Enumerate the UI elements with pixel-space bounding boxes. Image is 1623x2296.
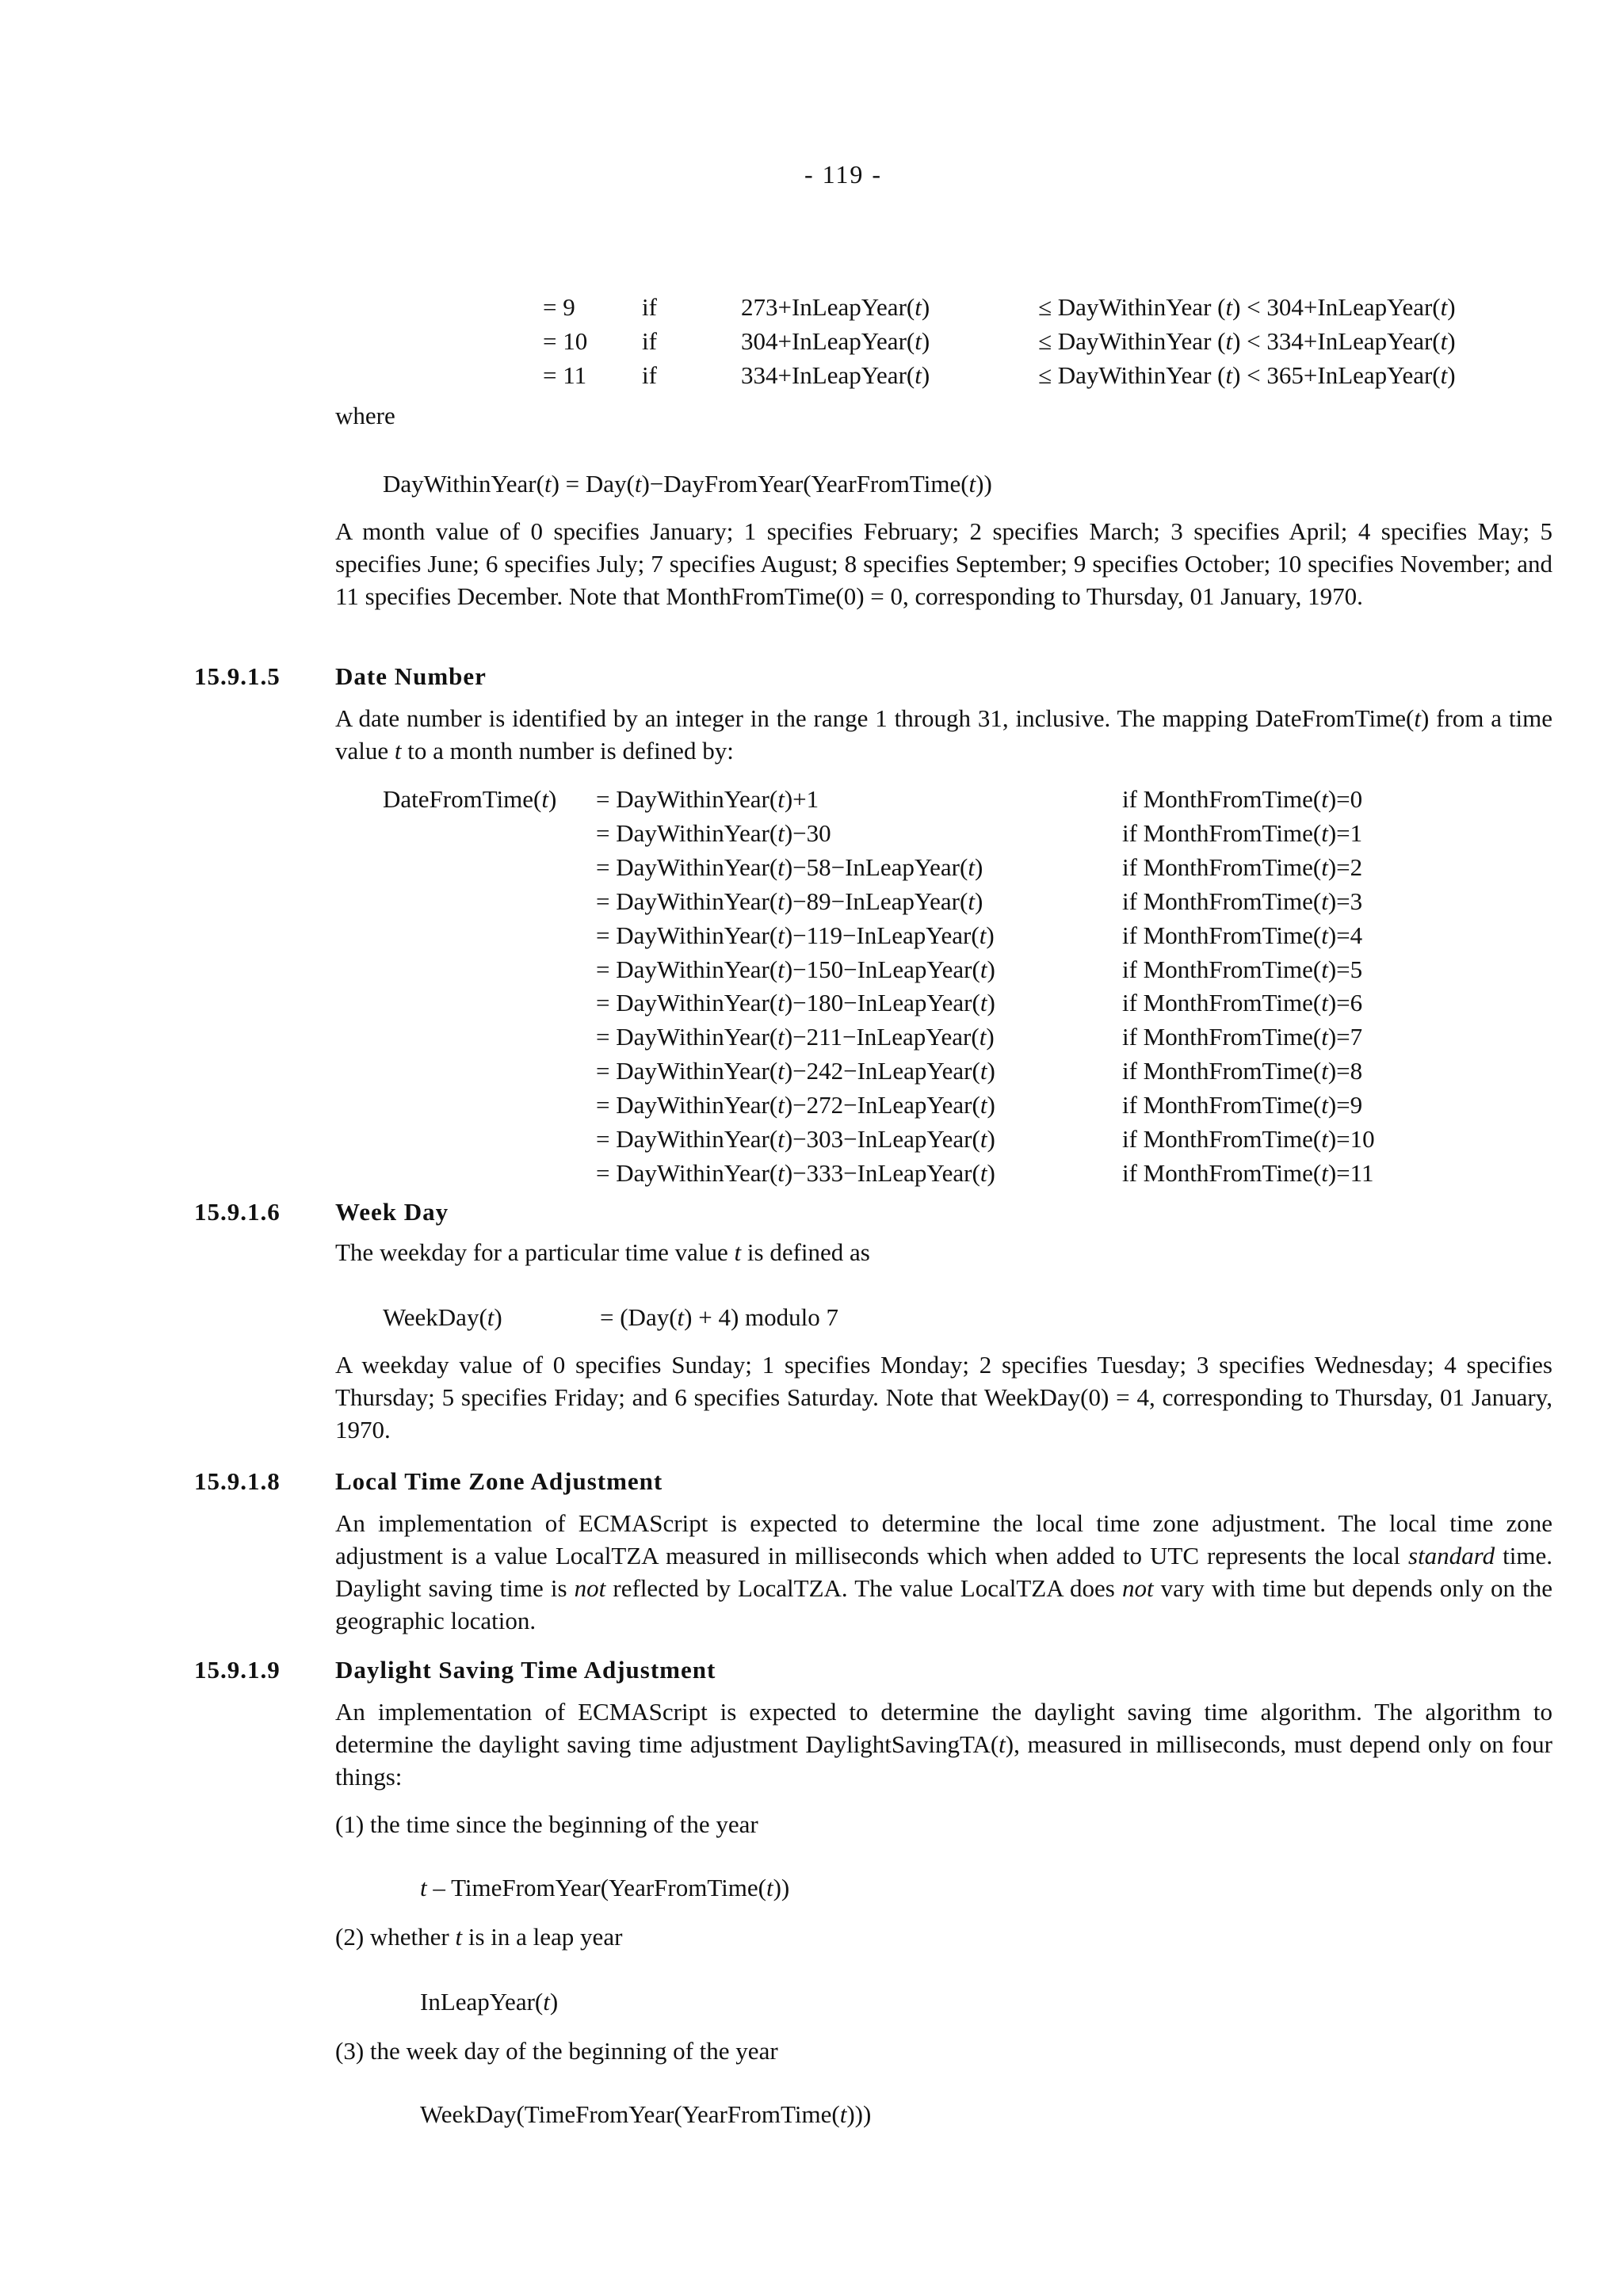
datefromtime-expr: = DayWithinYear(t)−150−InLeapYear(t) bbox=[596, 955, 995, 983]
datefromtime-expr: = DayWithinYear(t)−242−InLeapYear(t) bbox=[596, 1057, 995, 1085]
section-title: Local Time Zone Adjustment bbox=[335, 1467, 663, 1495]
weekday-formula-lhs: WeekDay(t) bbox=[383, 1303, 502, 1331]
dst-formula-1: t – TimeFromYear(YearFromTime(t)) bbox=[420, 1874, 790, 1901]
datefromtime-expr: = DayWithinYear(t)−211−InLeapYear(t) bbox=[596, 1023, 995, 1051]
date-number-intro: A date number is identified by an integer in the range 1 through 31, inclusive. The mapping DateFromTime(t) from a time value t to a month number is defined by: bbox=[335, 704, 1552, 765]
dst-item-2: (2) whether t is in a leap year bbox=[335, 1923, 623, 1951]
month-paragraph: A month value of 0 specifies January; 1 specifies February; 2 specifies March; 3 specifies April; 4 specifies May; 5 specifies June; 6 specifies July; 7 specifies August; 8 specifies September; 9 specifies October; 10 specifies November; and 11 specifies December. Note that MonthFromTime(0) = 0, corresponding to Thursday, 01 January, 1970. bbox=[335, 517, 1552, 610]
month-row-cond: if bbox=[642, 361, 657, 389]
datefromtime-cond: if MonthFromTime(t)=6 bbox=[1122, 989, 1363, 1017]
dst-paragraph: An implementation of ECMAScript is expected to determine the daylight saving time algorithm. The algorithm to determine the daylight saving time adjustment DaylightSavingTA(t), measured in milliseconds, must depend only on four things: bbox=[335, 1698, 1552, 1791]
where-label: where bbox=[335, 402, 395, 429]
section-number: 15.9.1.8 bbox=[194, 1467, 281, 1495]
month-row-lower: 304+InLeapYear(t) bbox=[741, 327, 930, 355]
datefromtime-expr: = DayWithinYear(t)−333−InLeapYear(t) bbox=[596, 1158, 995, 1187]
datefromtime-cond: if MonthFromTime(t)=4 bbox=[1122, 921, 1363, 949]
datefromtime-lhs: DateFromTime(t) bbox=[383, 785, 557, 813]
section-title: Date Number bbox=[335, 662, 487, 690]
datefromtime-expr: = DayWithinYear(t)−303−InLeapYear(t) bbox=[596, 1125, 995, 1153]
page-number: - 119 - bbox=[804, 160, 883, 189]
section-number: 15.9.1.5 bbox=[194, 662, 281, 690]
datefromtime-cond: if MonthFromTime(t)=5 bbox=[1122, 955, 1363, 983]
datefromtime-cond: if MonthFromTime(t)=2 bbox=[1122, 852, 1363, 881]
dst-item-3: (3) the week day of the beginning of the year bbox=[335, 2037, 778, 2065]
month-row-lower: 334+InLeapYear(t) bbox=[741, 361, 930, 389]
datefromtime-expr: = DayWithinYear(t)−272−InLeapYear(t) bbox=[596, 1091, 995, 1119]
dst-item-1: (1) the time since the beginning of the year bbox=[335, 1810, 758, 1838]
week-day-intro: The weekday for a particular time value t is defined as bbox=[335, 1238, 870, 1266]
week-day-paragraph: A weekday value of 0 specifies Sunday; 1 specifies Monday; 2 specifies Tuesday; 3 specifies Wednesday; 4 specifies Thursday; 5 specifies Friday; and 6 specifies Saturday. Note that WeekDay(0) = 4, corresponding to Thursday, 01 January, 1970. bbox=[335, 1351, 1552, 1444]
datefromtime-cond: if MonthFromTime(t)=0 bbox=[1122, 785, 1363, 813]
dst-formula-2: InLeapYear(t) bbox=[420, 1988, 559, 2016]
dst-formula-3: WeekDay(TimeFromYear(YearFromTime(t))) bbox=[420, 2100, 872, 2128]
datefromtime-expr: = DayWithinYear(t)−89−InLeapYear(t) bbox=[596, 887, 983, 915]
local-tz-paragraph: An implementation of ECMAScript is expected to determine the local time zone adjustment. The local time zone adjustment is a value LocalTZA measured in milliseconds which when added to UTC represents the local standard time. Daylight saving time is not reflected by LocalTZA. The value LocalTZA does not vary with time but depends only on the geographic location. bbox=[335, 1509, 1552, 1634]
daywithinyear-formula: DayWithinYear(t) = Day(t)−DayFromYear(YearFromTime(t)) bbox=[383, 470, 992, 498]
weekday-formula-rhs: = (Day(t) + 4) modulo 7 bbox=[600, 1303, 839, 1331]
datefromtime-cond: if MonthFromTime(t)=3 bbox=[1122, 887, 1363, 915]
datefromtime-cond: if MonthFromTime(t)=10 bbox=[1122, 1125, 1375, 1153]
section-title: Week Day bbox=[335, 1198, 449, 1226]
datefromtime-cond: if MonthFromTime(t)=8 bbox=[1122, 1057, 1363, 1085]
month-row-cond: if bbox=[642, 293, 657, 321]
datefromtime-cond: if MonthFromTime(t)=9 bbox=[1122, 1091, 1363, 1119]
datefromtime-cond: if MonthFromTime(t)=1 bbox=[1122, 818, 1363, 847]
datefromtime-expr: = DayWithinYear(t)+1 bbox=[596, 785, 819, 813]
month-row-range: ≤ DayWithinYear (t) < 334+InLeapYear(t) bbox=[1038, 327, 1456, 355]
datefromtime-expr: = DayWithinYear(t)−58−InLeapYear(t) bbox=[596, 852, 983, 881]
month-row-range: ≤ DayWithinYear (t) < 365+InLeapYear(t) bbox=[1038, 361, 1456, 389]
datefromtime-cond: if MonthFromTime(t)=7 bbox=[1122, 1023, 1363, 1051]
month-row-cond: if bbox=[642, 327, 657, 355]
month-row-range: ≤ DayWithinYear (t) < 304+InLeapYear(t) bbox=[1038, 293, 1456, 321]
month-row-eq: = 10 bbox=[543, 327, 588, 355]
datefromtime-expr: = DayWithinYear(t)−119−InLeapYear(t) bbox=[596, 921, 995, 949]
month-row-eq: = 11 bbox=[543, 361, 587, 389]
month-row-eq: = 9 bbox=[543, 293, 575, 321]
datefromtime-expr: = DayWithinYear(t)−30 bbox=[596, 818, 831, 847]
datefromtime-cond: if MonthFromTime(t)=11 bbox=[1122, 1158, 1374, 1187]
month-row-lower: 273+InLeapYear(t) bbox=[741, 293, 930, 321]
section-number: 15.9.1.9 bbox=[194, 1656, 281, 1684]
datefromtime-expr: = DayWithinYear(t)−180−InLeapYear(t) bbox=[596, 989, 995, 1017]
section-title: Daylight Saving Time Adjustment bbox=[335, 1656, 716, 1684]
section-number: 15.9.1.6 bbox=[194, 1198, 281, 1226]
